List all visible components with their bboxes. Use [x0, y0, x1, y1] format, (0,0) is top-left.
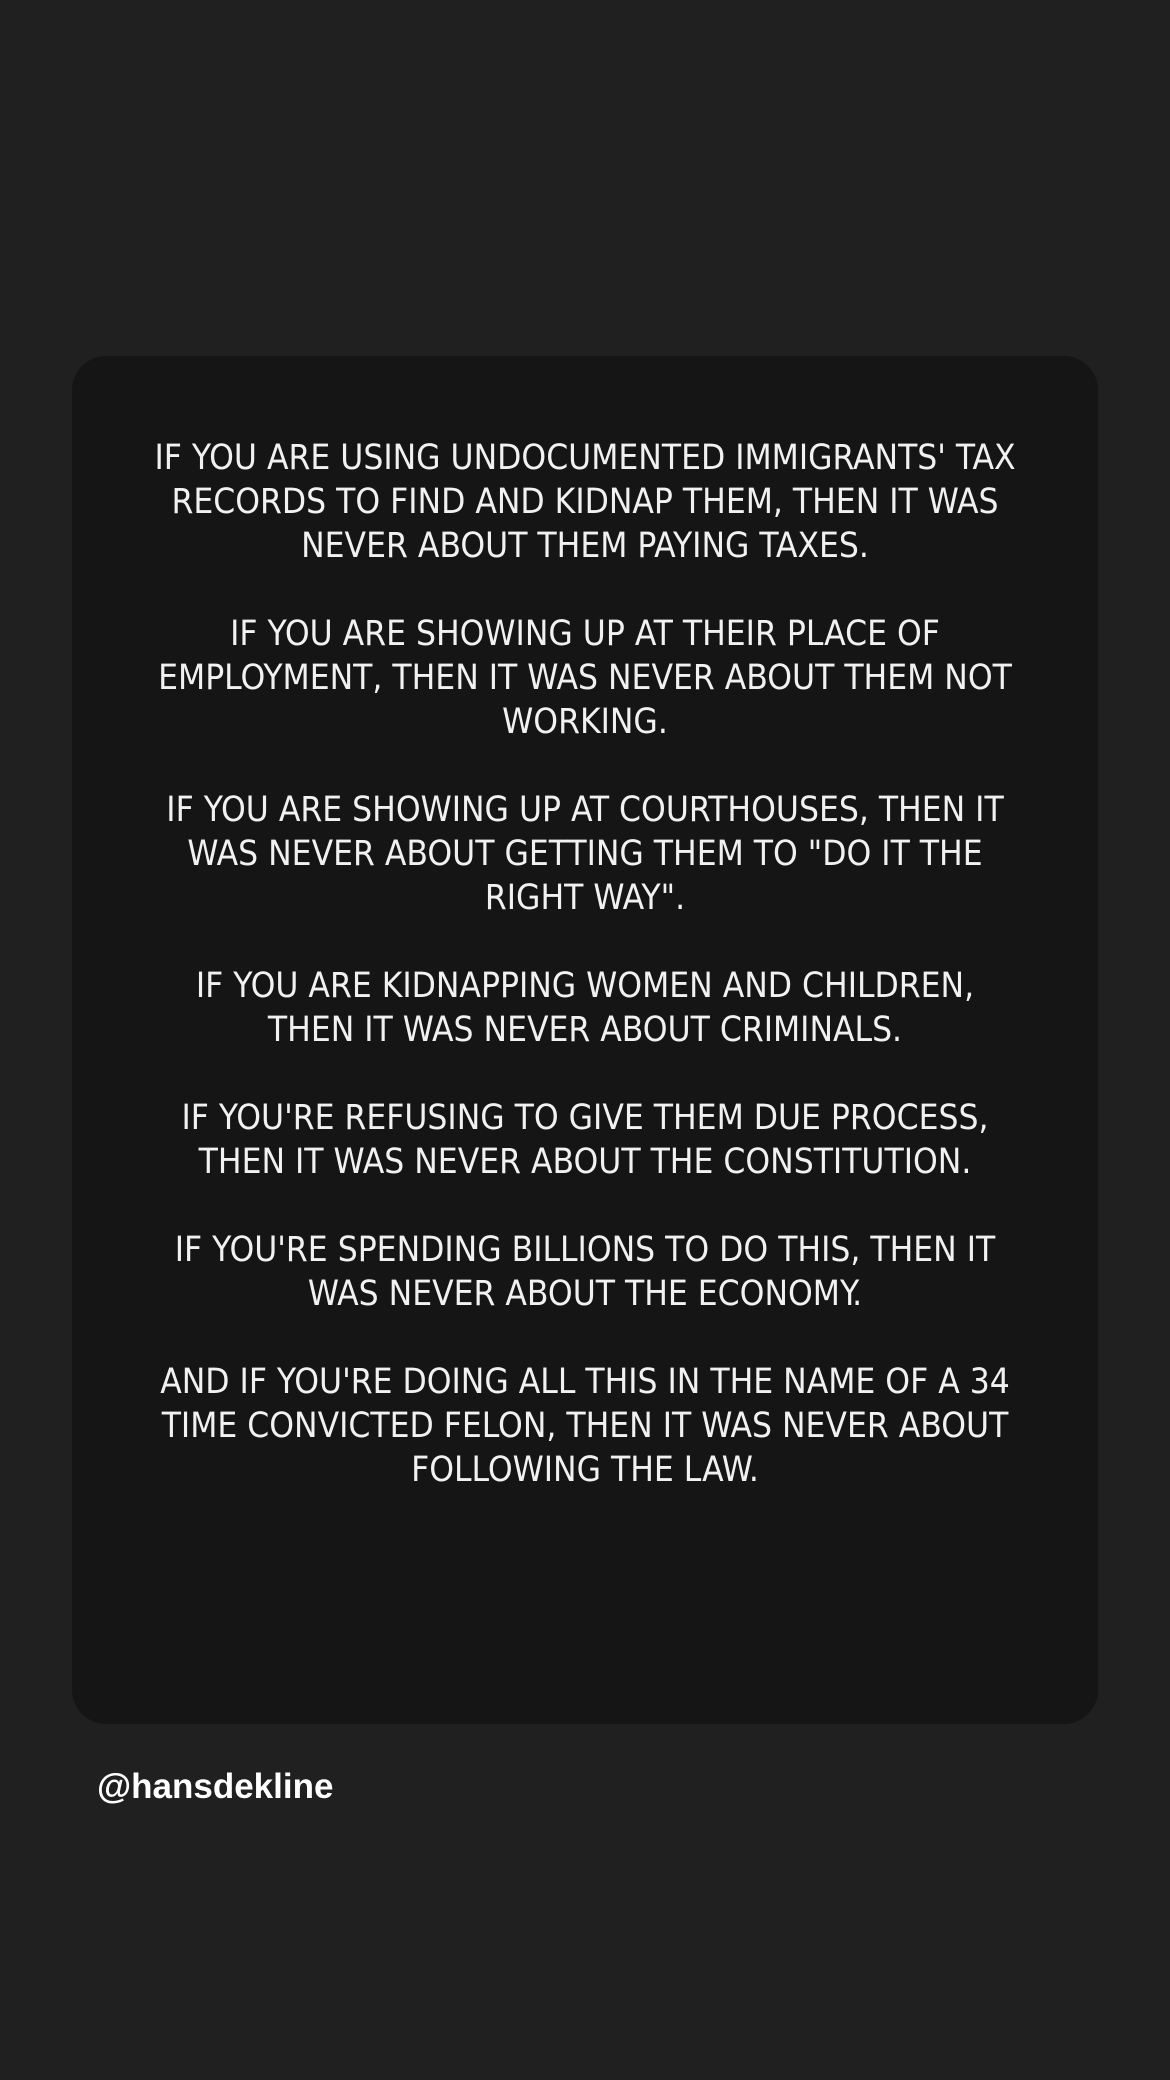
author-handle[interactable]: @hansdekline: [97, 1767, 334, 1806]
statement-paragraph: IF YOU ARE SHOWING UP AT THEIR PLACE OF EMPLOYMENT, THEN IT WAS NEVER ABOUT THEM NOT WORKING.: [158, 614, 1012, 742]
statement-paragraph: IF YOU ARE SHOWING UP AT COURTHOUSES, THEN IT WAS NEVER ABOUT GETTING THEM TO "DO IT THE RIGHT WAY".: [166, 790, 1004, 918]
statement-paragraph: IF YOU ARE KIDNAPPING WOMEN AND CHILDREN, THEN IT WAS NEVER ABOUT CRIMINALS.: [195, 966, 975, 1050]
statement-paragraph: IF YOU'RE REFUSING TO GIVE THEM DUE PROCESS, THEN IT WAS NEVER ABOUT THE CONSTITUTION.: [181, 1098, 989, 1182]
statement-paragraph: IF YOU ARE USING UNDOCUMENTED IMMIGRANTS' TAX RECORDS TO FIND AND KIDNAP THEM, THEN IT WAS NEVER ABOUT THEM PAYING TAXES.: [154, 438, 1016, 566]
statement-paragraph: AND IF YOU'RE DOING ALL THIS IN THE NAME OF A 34 TIME CONVICTED FELON, THEN IT WAS NEVER ABOUT FOLLOWING THE LAW.: [160, 1362, 1010, 1490]
statement-paragraph: IF YOU'RE SPENDING BILLIONS TO DO THIS, THEN IT WAS NEVER ABOUT THE ECONOMY.: [174, 1230, 996, 1314]
quote-card: [72, 356, 1098, 1724]
